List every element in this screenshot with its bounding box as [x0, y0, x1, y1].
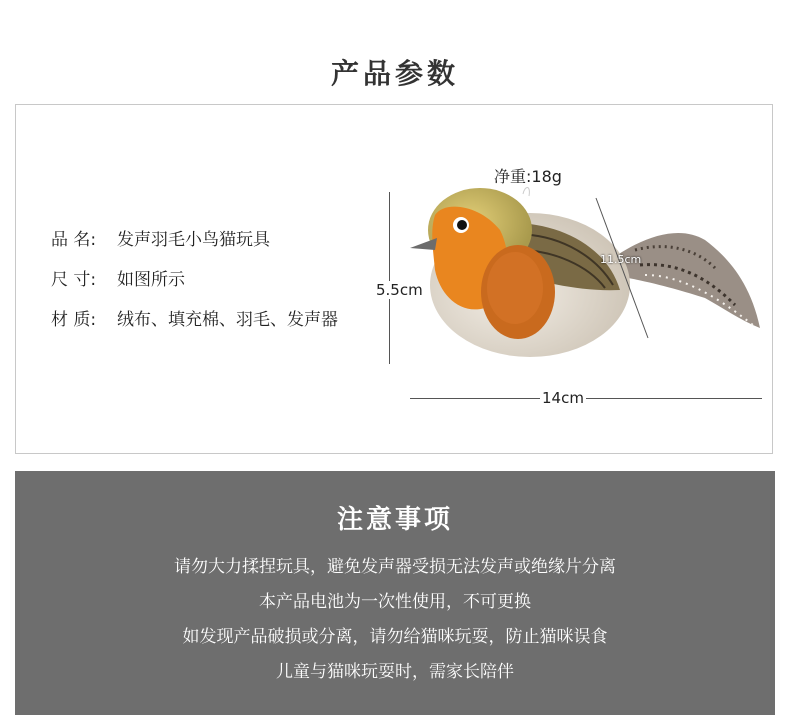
notice-panel	[15, 471, 775, 715]
tail-dimension-line	[590, 196, 660, 342]
spec-value: 如图所示	[117, 270, 185, 290]
notice-line: 本产品电池为一次性使用，不可更换	[259, 592, 531, 612]
spec-value: 发声羽毛小鸟猫玩具	[117, 230, 270, 250]
length-label: 14cm	[542, 389, 584, 407]
weight-label: 净重:18g	[494, 167, 562, 186]
notice-line: 请勿大力揉捏玩具，避免发声器受损无法发声或绝缘片分离	[174, 557, 616, 577]
height-dimension-line	[389, 192, 390, 364]
height-label: 5.5cm	[376, 281, 423, 299]
spec-label: 材 质:	[51, 310, 97, 330]
notice-line: 如发现产品破损或分离，请勿给猫咪玩耍，防止猫咪误食	[182, 627, 608, 647]
notice-title: 注意事项	[336, 505, 453, 535]
tail-length-label: 11.5cm	[600, 253, 642, 266]
spec-row-name	[51, 225, 270, 250]
spec-label: 品 名:	[51, 230, 97, 250]
spec-value: 绒布、填充棉、羽毛、发声器	[117, 310, 338, 330]
spec-label: 尺 寸:	[51, 270, 97, 290]
spec-row-material	[51, 305, 338, 330]
length-dimension-line	[410, 398, 762, 399]
spec-row-size	[51, 265, 185, 290]
notice-line: 儿童与猫咪玩耍时，需家长陪伴	[276, 662, 514, 682]
page-title: 产品参数	[330, 57, 459, 90]
